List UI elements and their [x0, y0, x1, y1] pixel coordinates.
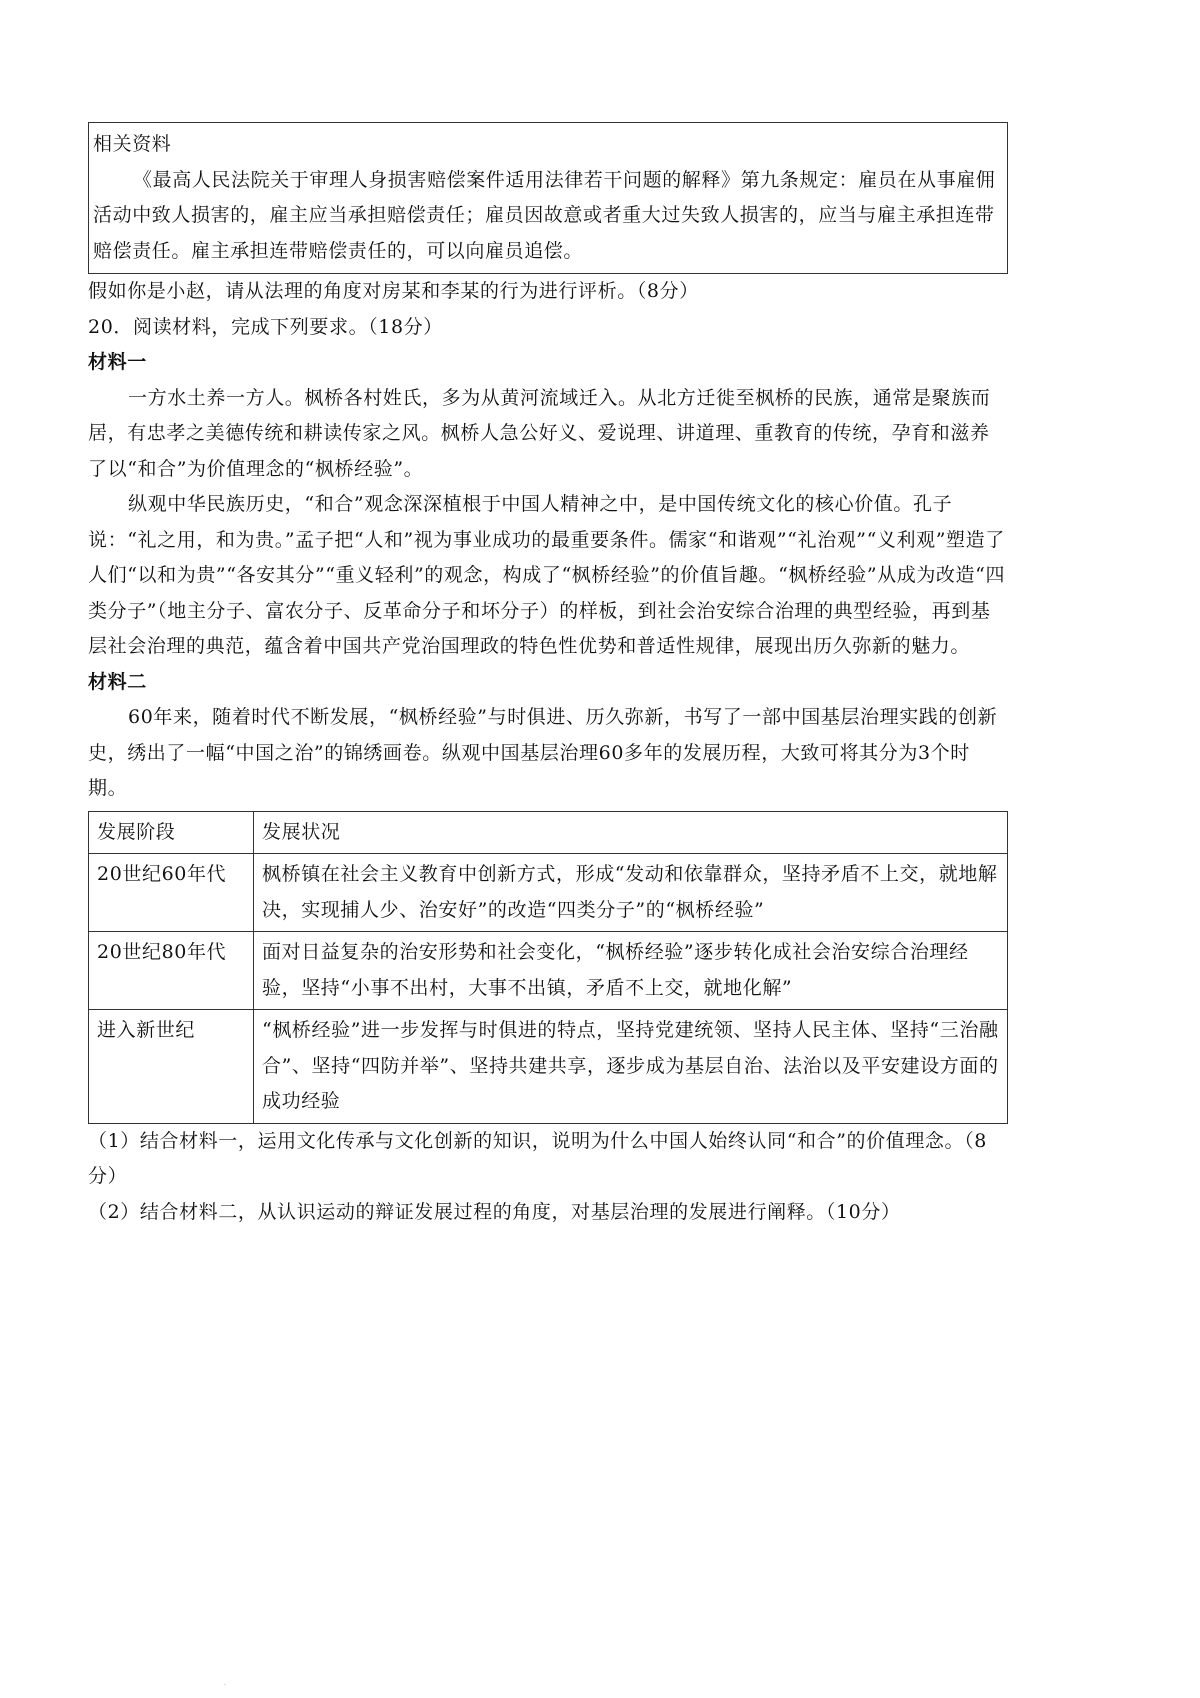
status-cell: 面对日益复杂的治安形势和社会变化，“枫桥经验”逐步转化成社会治安综合治理经验，坚持“小事不出村，大事不出镇，矛盾不上交，就地化解”	[254, 932, 1008, 1010]
development-table	[88, 811, 1008, 1124]
status-cell: “枫桥经验”进一步发挥与时俱进的特点，坚持党建统领、坚持人民主体、坚持“三治融合”、坚持“四防并举”、坚持共建共享，逐步成为基层自治、法治以及平安建设方面的成功经验	[254, 1010, 1008, 1124]
material1-label: 材料一	[88, 351, 147, 373]
question-2: （2）结合材料二，从认识运动的辩证发展过程的角度，对基层治理的发展进行阐释。（10分）	[88, 1200, 901, 1223]
header-status: 发展状况	[254, 811, 1008, 854]
table-header-row	[89, 811, 1008, 854]
document-page	[88, 122, 1008, 1230]
question-1: （1）结合材料一，运用文化传承与文化创新的知识，说明为什么中国人始终认同“和合”的价值理念。（8分）	[88, 1129, 987, 1187]
related-box-title: 相关资料	[93, 133, 172, 155]
related-box-text: 《最高人民法院关于审理人身损害赔偿案件适用法律若干问题的解释》第九条规定：雇员在从事雇佣活动中致人损害的，雇主应当承担赔偿责任；雇员因故意或者重大过失致人损害的，应当与雇主承担连带赔偿责任。雇主承担连带赔偿责任的，可以向雇员追偿。	[93, 168, 996, 262]
material2-label: 材料二	[88, 670, 147, 693]
material2-paragraph: 60年来，随着时代不断发展，“枫桥经验”与时俱进、历久弥新，书写了一部中国基层治理实践的创新史，绣出了一幅“中国之治”的锦绣画卷。纵观中国基层治理60多年的发展历程，大致可将其分为3个时期。	[88, 706, 998, 799]
related-materials-box	[88, 122, 1008, 274]
material1-paragraph: 纵观中华民族历史，“和合”观念深深植根于中国人精神之中，是中国传统文化的核心价值。孔子说：“礼之用，和为贵。”孟子把“人和”视为事业成功的最重要条件。儒家“和谐观”“礼治观”“义利观”塑造了人们“以和为贵”“各安其分”“重义轻利”的观念，构成了“枫桥经验”的价值旨趣。“枫桥经验”从成为改造“四类分子”（地主分子、富农分子、反革命分子和坏分子）的样板，到社会治安综合治理的典型经验，再到基层社会治理的典范，蕴含着中国共产党治国理政的特色性优势和普适性规律，展现出历久弥新的魅力。	[88, 493, 1006, 657]
q19-prompt: 假如你是小赵，请从法理的角度对房某和李某的行为进行评析。（8分）	[88, 280, 699, 302]
page-marker: .	[224, 1680, 227, 1687]
q20-heading: 20．阅读材料，完成下列要求。（18分）	[88, 315, 443, 338]
stage-cell: 20世纪80年代	[89, 932, 254, 1010]
header-stage: 发展阶段	[89, 811, 254, 854]
stage-cell: 20世纪60年代	[89, 854, 254, 932]
material1-paragraph: 一方水土养一方人。枫桥各村姓氏，多为从黄河流域迁入。从北方迁徙至枫桥的民族，通常是聚族而居，有忠孝之美德传统和耕读传家之风。枫桥人急公好义、爱说理、讲道理、重教育的传统，孕育和滋养了以“和合”为价值理念的“枫桥经验”。	[88, 386, 991, 480]
table-row	[89, 854, 1008, 932]
table-row	[89, 1010, 1008, 1124]
stage-cell: 进入新世纪	[89, 1010, 254, 1124]
status-cell: 枫桥镇在社会主义教育中创新方式，形成“发动和依靠群众，坚持矛盾不上交，就地解决，实现捕人少、治安好”的改造“四类分子”的“枫桥经验”	[254, 854, 1008, 932]
table-row	[89, 932, 1008, 1010]
